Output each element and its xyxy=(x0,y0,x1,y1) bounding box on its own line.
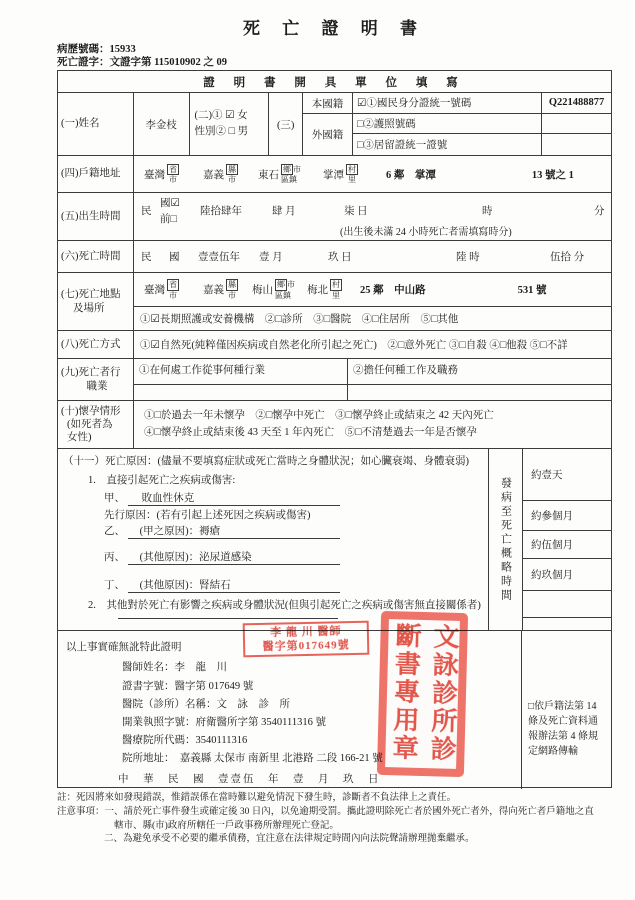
pregnancy-options-line2: ④□懷孕終止或結束後 43 天至 1 年內死亡 ⑤□不清楚過去一年是否懷孕 xyxy=(144,426,477,438)
death-minute: 伍拾 分 xyxy=(550,252,585,263)
advisory-item2: 二、為避免承受不必要的繼承債務，宜注意在法律規定時間內向法院聲請辦理拋棄繼承。 xyxy=(104,834,475,845)
death-day: 玖 日 xyxy=(328,252,352,263)
clinic-name: 醫院（診所）名稱：文 詠 診 所 xyxy=(122,699,290,710)
death-place-value xyxy=(133,273,611,330)
occupation-fields xyxy=(133,359,611,400)
pregnancy-label: (十)懷孕情形 (如死者為 女性) xyxy=(61,405,121,444)
name-value: 李金枝 xyxy=(133,93,189,155)
row-death-place xyxy=(58,273,611,331)
admin-county: 嘉義 縣 市 xyxy=(203,164,236,185)
antecedent-note: 先行原因：(若有引起上述死因之疾病或傷害) xyxy=(104,510,311,521)
duration-d: 約玖個月 xyxy=(523,559,611,591)
onset-duration-label: 發病至死亡概略時間 xyxy=(488,449,522,630)
pregnancy-options xyxy=(133,401,611,448)
admin-province: 臺灣 省 市 xyxy=(144,280,177,300)
cause-d: 丁、 (其他原因)：腎結石 xyxy=(104,577,340,593)
advisory-item1: 一、請於死亡事件發生或確定後 30 日內，以免逾期受罰。攜此證明除死亡者於國外死亡者外，得向死亡者戶籍地之直 xyxy=(104,806,594,817)
section-cause-of-death xyxy=(58,449,611,631)
document-title: 死 亡 證 明 書 xyxy=(243,19,426,38)
doctor-name: 醫師姓名：李 龍 川 xyxy=(122,662,227,673)
form-section-header: 證 明 書 開 具 單 位 填 寫 xyxy=(58,71,611,93)
id-number-column xyxy=(541,93,611,155)
item3-label: (三) xyxy=(268,93,302,155)
death-place-venue-options: ①☑長期照護或安養機構 ②□診所 ③□醫院 ④□住居所 ⑤□其他 xyxy=(140,314,459,325)
pregnancy-options-line1: ①□於過去一年未懷孕 ②□懷孕中死亡 ③□懷孕終止或結束之 42 天內死亡 xyxy=(144,410,494,422)
id-options-column xyxy=(352,93,541,155)
death-hour: 陸 時 xyxy=(456,252,480,263)
certificate-form-table xyxy=(57,70,612,788)
occupation-label: (九)死亡者行 職業 xyxy=(61,367,121,392)
duration-empty-2 xyxy=(523,618,611,630)
birth-note: (出生後未滿 24 小時死亡者需填寫時分) xyxy=(340,227,512,238)
cause-c: 丙、 (其他原因)：泌尿道感染 xyxy=(104,549,340,565)
certificate-date: 中 華 民 國 壹壹伍 年 壹 月 玖 日 xyxy=(118,774,381,785)
admin-township: 東石 鄉 市 區鎮 xyxy=(258,164,301,185)
seal-right-column: 文詠診所診 xyxy=(426,623,459,764)
onset-duration-values xyxy=(522,449,611,630)
cause-item2: 2. 其他對於死亡有影響之疾病或身體狀況(但與引起死亡之疾病或傷害無直接關係者) xyxy=(88,600,481,611)
occupation-where-value-empty xyxy=(134,385,347,400)
household-neighborhood: 6 鄰 掌潭 xyxy=(386,169,436,181)
resident-value-empty xyxy=(542,134,611,155)
death-place-label: (七)死亡地點 及場所 xyxy=(61,289,121,314)
death-certificate-number: 死亡證字：文證字第 115010902 之 09 xyxy=(57,57,228,68)
death-manner-label: (八)死亡方式 xyxy=(61,338,121,350)
national-id-checkbox: ☑①國民身分證統一號碼 xyxy=(353,93,541,114)
gender-option-female: (二)① ☑ 女 xyxy=(194,110,248,122)
certify-statement: 以上事實確無訛特此證明 xyxy=(66,642,182,653)
death-manner-options: ①☑自然死(純粹僅因疾病或自然老化所引起之死亡) ②□意外死亡 ③□自殺 ④□他殺 ⑤□不詳 xyxy=(133,331,611,358)
row-occupation xyxy=(58,359,611,401)
admin-county: 嘉義 縣 市 xyxy=(203,280,236,300)
birth-year: 陸拾肆年 xyxy=(200,206,242,217)
row-name-gender-nationality xyxy=(58,93,611,156)
occupation-role-label: ②擔任何種工作及職務 xyxy=(347,359,611,384)
admin-village: 梅北 村 里 xyxy=(307,280,340,300)
gender-option-male: 性別② □ 男 xyxy=(194,126,249,137)
death-time-value xyxy=(133,241,611,272)
resident-cert-checkbox: □③居留證統一證號 xyxy=(356,140,448,152)
cause-a: 甲、 敗血性休克 xyxy=(104,490,340,506)
duration-b: 約參個月 xyxy=(523,501,611,531)
birth-month: 肆 月 xyxy=(272,206,296,217)
footnotes xyxy=(57,792,622,847)
seal-left-column: 斷書專用章 xyxy=(388,622,421,763)
birth-day: 柒 日 xyxy=(344,206,368,217)
occupation-where-label: ①在何處工作從事何種行業 xyxy=(139,365,265,376)
network-transmission-note: □依戶籍法第 14 條及死亡資料通報辦法第 4 條規定網路傳輸 xyxy=(521,631,611,789)
national-id-value: Q221488877 xyxy=(542,93,611,114)
cause-of-death-main xyxy=(58,449,488,630)
clinic-address: 院所地址： 嘉義縣 太保市 南新里 北港路 二段 166-21 號 xyxy=(122,753,383,764)
death-year: 壹壹伍年 xyxy=(198,252,240,263)
row-death-time xyxy=(58,241,611,273)
name-label: (一)姓名 xyxy=(61,118,100,130)
nationality-column xyxy=(302,93,352,155)
household-number: 13 號之 1 xyxy=(531,169,574,181)
era-select: 國☑ 前□ xyxy=(160,198,180,225)
row-pregnancy xyxy=(58,401,611,449)
institution-code: 醫療院所代碼：3540111316 xyxy=(122,735,248,746)
duration-a: 約壹天 xyxy=(523,449,611,501)
death-place-neighborhood: 25 鄰 中山路 xyxy=(360,285,426,296)
passport-checkbox: □②護照號碼 xyxy=(353,114,541,135)
passport-value-empty xyxy=(542,114,611,135)
death-era1: 民 xyxy=(141,252,152,263)
cause-b: 乙、 (甲之原因)：褥瘡 xyxy=(104,523,340,539)
advisory-label: 注意事項： xyxy=(57,806,105,817)
cause-header: （十一）死亡原因：(儘量不要填寫症狀或死亡當時之身體狀況；如心臟衰竭、身體衰弱) xyxy=(63,456,469,467)
duration-c: 約伍個月 xyxy=(523,531,611,559)
gender-field xyxy=(189,93,269,155)
foreign-label: 外國籍 xyxy=(311,130,344,141)
death-era2: 國 xyxy=(169,252,180,263)
cause-item2-blank xyxy=(118,605,338,619)
death-time-label: (六)死亡時間 xyxy=(61,250,121,262)
occupation-role-value-empty xyxy=(347,385,611,400)
clinic-official-seal xyxy=(377,611,468,777)
row-death-manner xyxy=(58,331,611,359)
household-address-label: (四)戶籍地址 xyxy=(61,168,121,180)
national-label: 本國籍 xyxy=(303,93,352,114)
household-address-value xyxy=(133,156,611,192)
license-number: 證書字號：醫字第 017649 號 xyxy=(122,681,254,692)
birth-hour: 時 xyxy=(482,206,493,217)
practice-license-number: 開業執照字號：府衛醫所字第 3540111316 號 xyxy=(122,717,326,728)
death-place-number: 531 號 xyxy=(517,285,547,296)
birth-time-value xyxy=(133,193,611,240)
era-min: 民 xyxy=(141,206,152,217)
advisory-item1-cont: 轄市、縣(市)政府所轄任一戶政事務所辦理死亡登記。 xyxy=(114,820,339,831)
birth-time-label: (五)出生時間 xyxy=(61,210,121,222)
duration-empty-1 xyxy=(523,591,611,618)
doctor-name-stamp: 李 龍 川 醫師 醫字第017649號 xyxy=(243,621,370,658)
death-month: 壹 月 xyxy=(259,252,283,263)
admin-township: 梅山 鄉 市 區鎮 xyxy=(252,280,295,300)
medical-record-number: 病歷號碼：15933 xyxy=(57,44,136,55)
admin-village: 掌潭 村 里 xyxy=(323,164,356,185)
row-household-address xyxy=(58,156,611,193)
row-birth-time xyxy=(58,193,611,241)
birth-minute: 分 xyxy=(594,206,605,217)
admin-province: 臺灣 省 市 xyxy=(144,164,177,185)
cause-item1: 1. 直接引起死亡之疾病或傷害: xyxy=(88,475,236,486)
error-disclaimer-note: 註：死因將來如發現錯誤，惟錯誤係在當時難以避免情況下發生時，診斷者不負法律上之責任。 xyxy=(57,793,457,803)
